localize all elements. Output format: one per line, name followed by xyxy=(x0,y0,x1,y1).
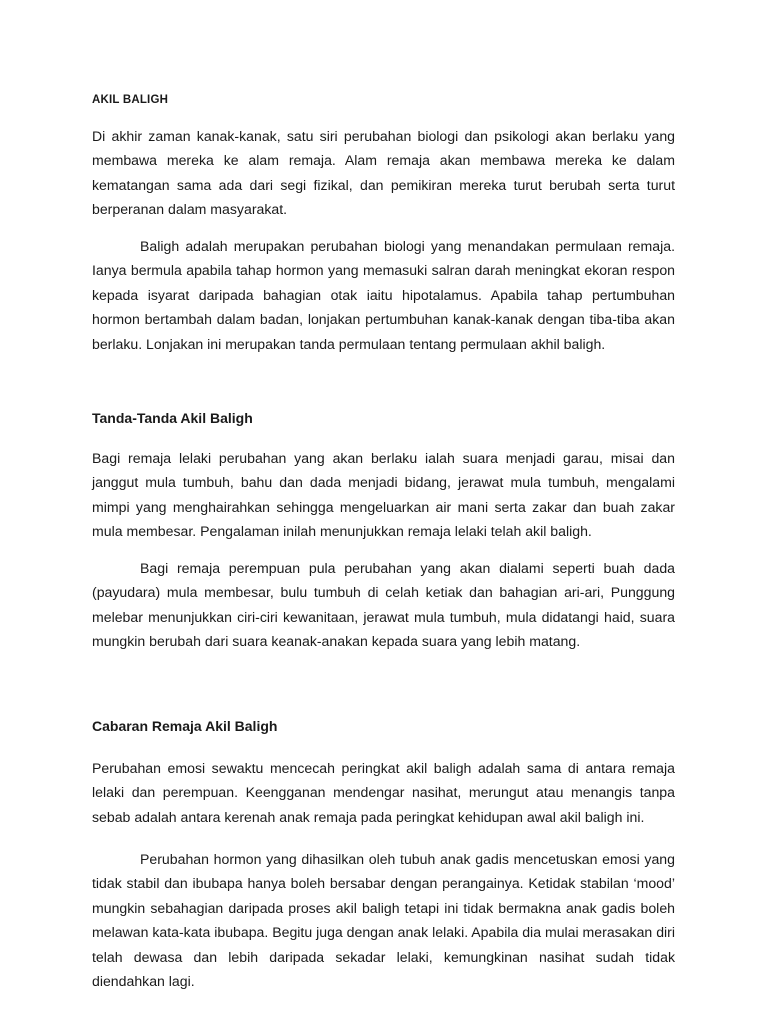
cabaran-paragraph-1: Perubahan emosi sewaktu mencecah peringkat akil baligh adalah sama di antara remaja lelaki dan perempuan. Keengganan mendengar nasihat, merungut atau menangis tanpa sebab adalah antara kerenah anak remaja pada peringkat kehidupan awal akil baligh ini. xyxy=(92,760,675,825)
tanda-paragraph-1: Bagi remaja lelaki perubahan yang akan berlaku ialah suara menjadi garau, misai dan janggut mula tumbuh, bahu dan dada menjadi bidang, jerawat mula tumbuh, mengalami mimpi yang menghairahkan sehingga mengeluarkan air mani serta zakar dan buah zakar mula membesar. Pengalaman inilah menunjukkan remaja lelaki telah akil baligh. xyxy=(92,450,675,540)
intro-paragraph-2: Baligh adalah merupakan perubahan biologi yang menandakan permulaan remaja. Ianya bermula apabila tahap hormon yang memasuki salran darah meningkat ekoran respon kepada isyarat daripada bahagian otak iaitu hipotalamus. Apabila tahap pertumbuhan hormon bertambah dalam badan, lonjakan pertumbuhan kanak-kanak dengan tiba-tiba akan berlaku. Lonjakan ini merupakan tanda permulaan tentang permulaan akhil baligh. xyxy=(92,238,675,352)
section-heading-cabaran: Cabaran Remaja Akil Baligh xyxy=(92,718,278,734)
tanda-paragraph-2: Bagi remaja perempuan pula perubahan yang akan dialami seperti buah dada (payudara) mula membesar, bulu tumbuh di celah ketiak dan bahagian ari-ari, Punggung melebar menunjukkan ciri-ciri kewanitaan, jerawat mula tumbuh, mula didatangi haid, suara mungkin berubah dari suara keanak-anakan kepada suara yang lebih matang. xyxy=(92,560,675,650)
document-title: AKIL BALIGH xyxy=(92,94,169,106)
cabaran-paragraph-2: Perubahan hormon yang dihasilkan oleh tubuh anak gadis mencetuskan emosi yang tidak stabil dan ibubapa hanya boleh bersabar dengan perangainya. Ketidak stabilan ‘mood’ mungkin sebahagian daripada proses akil baligh tetapi ini tidak bermakna anak gadis boleh melawan kata-kata ibubapa. Begitu juga dengan anak lelaki. Apabila dia mulai merasakan diri telah dewasa dan lebih daripada sekadar lelaki, kemungkinan nasihat sudah tidak diendahkan lagi. xyxy=(92,851,675,990)
intro-paragraph-1: Di akhir zaman kanak-kanak, satu siri perubahan biologi dan psikologi akan berlaku yang membawa mereka ke alam remaja. Alam remaja akan membawa mereka ke dalam kematangan sama ada dari segi fizikal, dan pemikiran mereka turut berubah serta turut berperanan dalam masyarakat. xyxy=(92,128,675,218)
section-heading-tanda: Tanda-Tanda Akil Baligh xyxy=(92,410,253,426)
